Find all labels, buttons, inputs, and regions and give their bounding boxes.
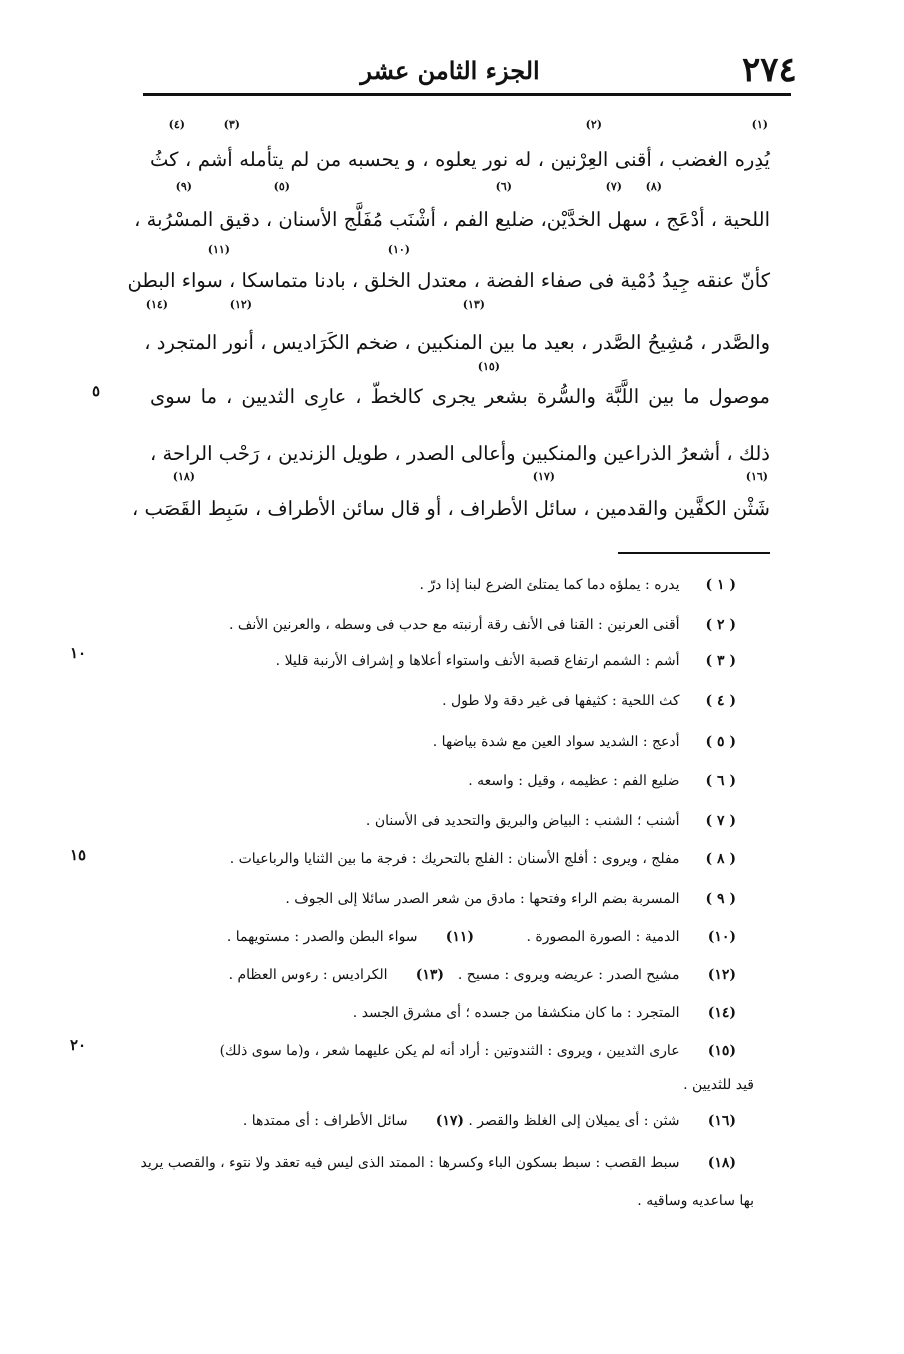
note-markers-line-5	[150, 360, 770, 380]
note-marker: (١٧)	[532, 470, 555, 483]
margin-line-number: ٥	[92, 382, 101, 400]
footnote-text: سائل الأطراف : أى ممتدها .	[242, 1113, 408, 1129]
page-number: ٢٧٤	[742, 50, 797, 90]
footnote-text: سبط القصب : سبط بسكون الباء وكسرها : الممتد الذى ليس فيه تعقد ولا نتوء ، والقصب يريد	[140, 1155, 680, 1171]
footnote-text: مفلج ، ويروى : أفلج الأسنان : الفلج بالتحريك : فرجة ما بين الثنايا والرباعيات .	[229, 851, 680, 867]
note-markers-line-3	[150, 243, 770, 263]
footnote	[468, 1110, 736, 1132]
footnote-text: يدره : يملؤه دما كما يمتلئ الضرع لبنا إذا درّ .	[419, 577, 680, 593]
footnote-number: (١٢)	[707, 967, 736, 983]
note-marker: (٢)	[585, 118, 602, 131]
footnote-number: (١٧)	[435, 1113, 464, 1129]
footnote-number: ( ٣ )	[705, 653, 736, 669]
footnote	[366, 810, 736, 832]
footnote	[276, 650, 736, 672]
note-markers-line-7	[150, 470, 770, 490]
footnote	[229, 964, 444, 986]
note-markers-line-2	[150, 180, 770, 200]
header-rule	[143, 93, 791, 96]
margin-line-number: ٢٠	[70, 1036, 87, 1054]
note-marker: (١١)	[207, 243, 230, 256]
note-marker: (١٢)	[229, 298, 252, 311]
footnote-separator	[618, 552, 770, 554]
footnote-text: كث اللحية : كثيفها فى غير دقة ولا طول .	[442, 693, 680, 709]
footnote	[243, 1110, 464, 1132]
note-marker: (٣)	[223, 118, 240, 131]
note-markers-line-4	[145, 298, 770, 318]
note-marker: (١٣)	[462, 298, 485, 311]
footnote-number: (١٥)	[707, 1043, 736, 1059]
footnote-number: ( ١ )	[705, 577, 736, 593]
body-line-5: موصول ما بين اللَّبَّة والسُّرة بشعر يجرى كالخطّ ، عارِى الثديين ، ما سوى	[150, 385, 770, 408]
footnote	[220, 1040, 736, 1062]
body-line-6: ذلك ، أشعرُ الذراعين والمنكبين وأعالى الصدر ، طويل الزندين ، رَحْب الراحة ،	[150, 442, 770, 465]
footnote-text: سواء البطن والصدر : مستويهما .	[226, 929, 418, 945]
footnote	[527, 926, 737, 948]
note-marker: (١)	[751, 118, 768, 131]
footnote-number: ( ٩ )	[705, 891, 736, 907]
footnote-text: الدمية : الصورة المصورة .	[526, 929, 680, 945]
footnote-text: الكراديس : رءوس العظام .	[228, 967, 388, 983]
running-title: الجزء الثامن عشر	[360, 56, 540, 85]
note-marker: (٧)	[605, 180, 622, 193]
footnote-text: المسربة بضم الراء وفتحها : مادق من شعر الصدر سائلا إلى الجوف .	[285, 891, 680, 907]
body-line-4: والصَّدر ، مُشِيحُ الصَّدر ، بعيد ما بين المنكبين ، ضخم الكَرَاديس ، أنور المتجرد ،	[144, 331, 770, 354]
footnote-continuation: قيد للثديين .	[683, 1077, 754, 1093]
footnote	[229, 614, 736, 636]
footnote-number: ( ٧ )	[705, 813, 736, 829]
body-line-2: اللحية ، أدْعَج ، سهل الخدَّيْن، ضليع الفم ، أشْنَب مُفَلَّج الأسنان ، دقيق المسْرُبة ،	[134, 208, 770, 231]
note-marker: (٤)	[168, 118, 185, 131]
footnote	[141, 1152, 736, 1174]
note-marker: (١٦)	[745, 470, 768, 483]
footnote-text: عارى الثديين ، ويروى : الثندوتين : أراد أنه لم يكن عليهما شعر ، و(ما سوى ذلك)	[219, 1043, 680, 1059]
footnote	[442, 690, 736, 712]
footnote	[285, 888, 736, 910]
footnote-text: شثن : أى يميلان إلى الغلظ والقصر .	[468, 1113, 680, 1129]
footnote-number: (١٠)	[707, 929, 736, 945]
footnote-number: (١٦)	[707, 1113, 736, 1129]
footnote	[458, 964, 736, 986]
footnote-text: أدعج : الشديد سواد العين مع شدة بياضها .	[432, 734, 680, 750]
footnote-number: (١٤)	[707, 1005, 736, 1021]
note-marker: (٦)	[495, 180, 512, 193]
footnote-number: ( ٦ )	[705, 773, 736, 789]
footnote-continuation: بها ساعديه وساقيه .	[637, 1193, 754, 1209]
footnote-number: ( ٥ )	[705, 734, 736, 750]
body-line-1: يُدِره الغضب ، أقنى العِرْنين ، له نور يعلوه ، و يحسبه من لم يتأمله أشم ، كثُ	[150, 148, 770, 171]
note-markers-line-1	[150, 118, 770, 138]
footnote	[433, 731, 736, 753]
footnote	[419, 574, 736, 596]
body-line-3: كأنّ عنقه جِيدُ دُمْية فى صفاء الفضة ، معتدل الخلق ، بادنا متماسكا ، سواء البطن	[127, 269, 770, 292]
footnote-number: (١١)	[445, 929, 474, 945]
note-marker: (٩)	[175, 180, 192, 193]
footnote	[227, 926, 474, 948]
footnote-text: ضليع الفم : عظيمه ، وقيل : واسعه .	[468, 773, 680, 789]
footnote-text: أشم : الشمم ارتفاع قصبة الأنف واستواء أعلاها و إشراف الأرنبة قليلا .	[275, 653, 680, 669]
note-marker: (٥)	[273, 180, 290, 193]
footnote-number: ( ٢ )	[705, 617, 736, 633]
margin-line-number: ١٠	[70, 644, 87, 662]
footnote-number: (١٣)	[415, 967, 444, 983]
footnote-text: أقنى العرنين : القنا فى الأنف رقة أرنبته مع حدب فى وسطه ، والعرنين الأنف .	[228, 617, 680, 633]
footnote-text: مشيح الصدر : عريضه ويروى : مسيح .	[457, 967, 680, 983]
footnote-number: (١٨)	[707, 1155, 736, 1171]
note-marker: (١٤)	[145, 298, 168, 311]
footnote-text: أشنب ؛ الشنب : البياض والبريق والتحديد فى الأسنان .	[365, 813, 680, 829]
note-marker: (١٠)	[387, 243, 410, 256]
footnote	[353, 1002, 736, 1024]
note-marker: (١٨)	[172, 470, 195, 483]
footnote	[230, 848, 736, 870]
note-marker: (٨)	[645, 180, 662, 193]
body-line-7: شَثْن الكفَّين والقدمين ، سائل الأطراف ، أو قال سائن الأطراف ، سَبِط القَصَب ،	[132, 497, 770, 520]
margin-line-number: ١٥	[70, 846, 87, 864]
note-marker: (١٥)	[477, 360, 500, 373]
footnote-number: ( ٨ )	[705, 851, 736, 867]
footnote	[468, 770, 736, 792]
footnote-text: المتجرد : ما كان منكشفا من جسده ؛ أى مشرق الجسد .	[352, 1005, 680, 1021]
footnote-number: ( ٤ )	[705, 693, 736, 709]
